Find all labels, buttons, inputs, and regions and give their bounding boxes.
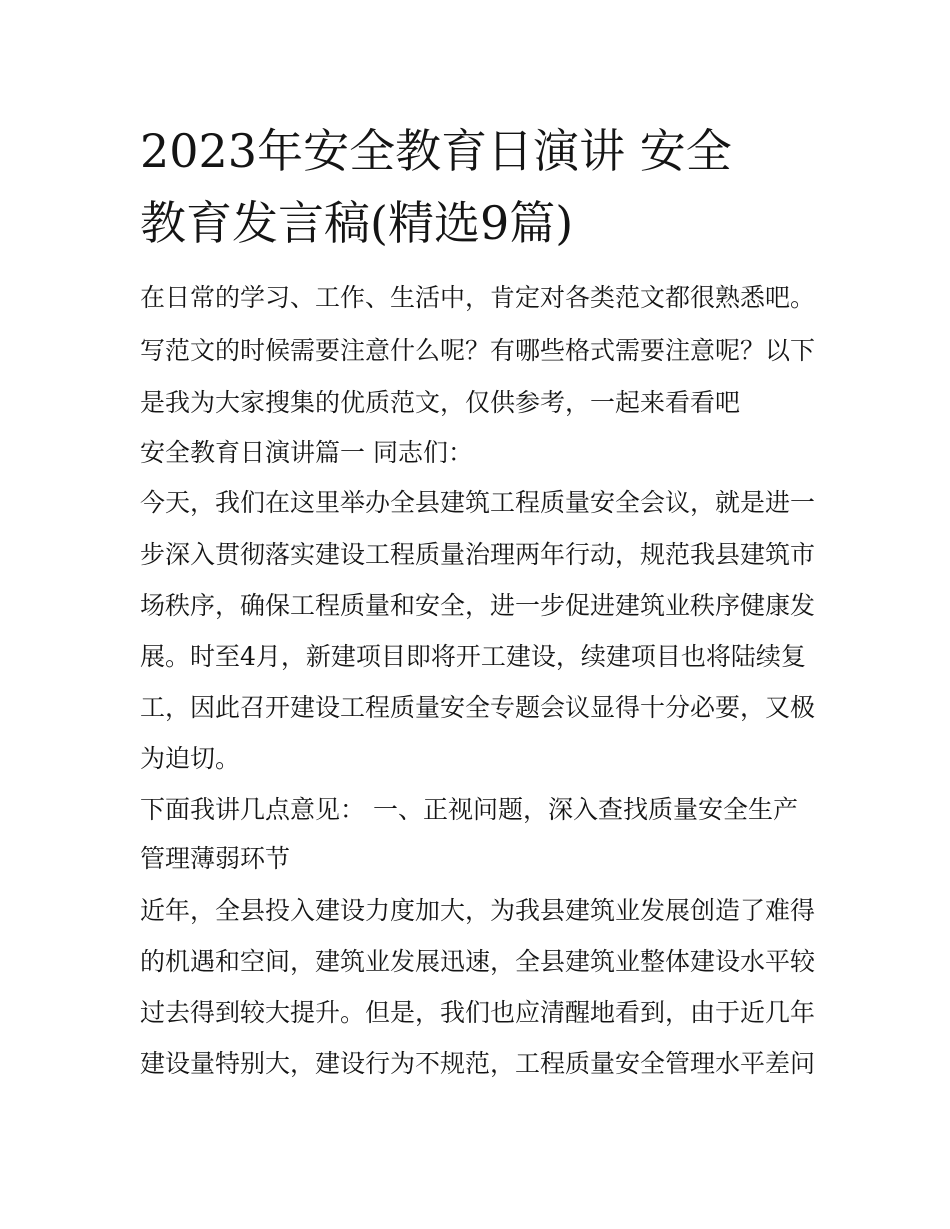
body-line-15: 过去得到较大提升。但是，我们也应清醒地看到，由于近几年 bbox=[140, 998, 816, 1027]
document-title-line-1: 2023年安全教育日演讲 安全 bbox=[140, 124, 732, 178]
body-line-6: 步深入贯彻落实建设工程质量治理两年行动，规范我县建筑市 bbox=[140, 540, 816, 569]
body-line-8: 展。时至4月，新建项目即将开工建设，续建项目也将陆续复 bbox=[140, 642, 806, 671]
body-line-10: 为迫切。 bbox=[140, 744, 241, 773]
section-heading-line: 安全教育日演讲篇一 同志们： bbox=[140, 438, 473, 467]
body-line-1: 在日常的学习、工作、生活中，肯定对各类范文都很熟悉吧。 bbox=[140, 283, 816, 312]
body-line-5: 今天，我们在这里举办全县建筑工程质量安全会议，就是进一 bbox=[140, 488, 816, 517]
body-line-2: 写范文的时候需要注意什么呢？有哪些格式需要注意呢？以下 bbox=[140, 336, 816, 365]
body-line-13: 近年，全县投入建设力度加大，为我县建筑业发展创造了难得 bbox=[140, 896, 816, 925]
body-line-14: 的机遇和空间，建筑业发展迅速，全县建筑业整体建设水平较 bbox=[140, 947, 816, 976]
body-line-12: 管理薄弱环节 bbox=[140, 844, 291, 873]
body-line-11: 下面我讲几点意见： 一、正视问题，深入查找质量安全生产 bbox=[140, 795, 798, 824]
body-line-9: 工，因此召开建设工程质量安全专题会议显得十分必要，又极 bbox=[140, 693, 816, 722]
body-line-16: 建设量特别大，建设行为不规范，工程质量安全管理水平差问 bbox=[140, 1049, 816, 1078]
document-title-line-2: 教育发言稿(精选9篇) bbox=[140, 196, 574, 250]
body-line-7: 场秩序，确保工程质量和安全，进一步促进建筑业秩序健康发 bbox=[140, 591, 816, 620]
body-line-3: 是我为大家搜集的优质范文，仅供参考，一起来看看吧 bbox=[140, 388, 741, 417]
